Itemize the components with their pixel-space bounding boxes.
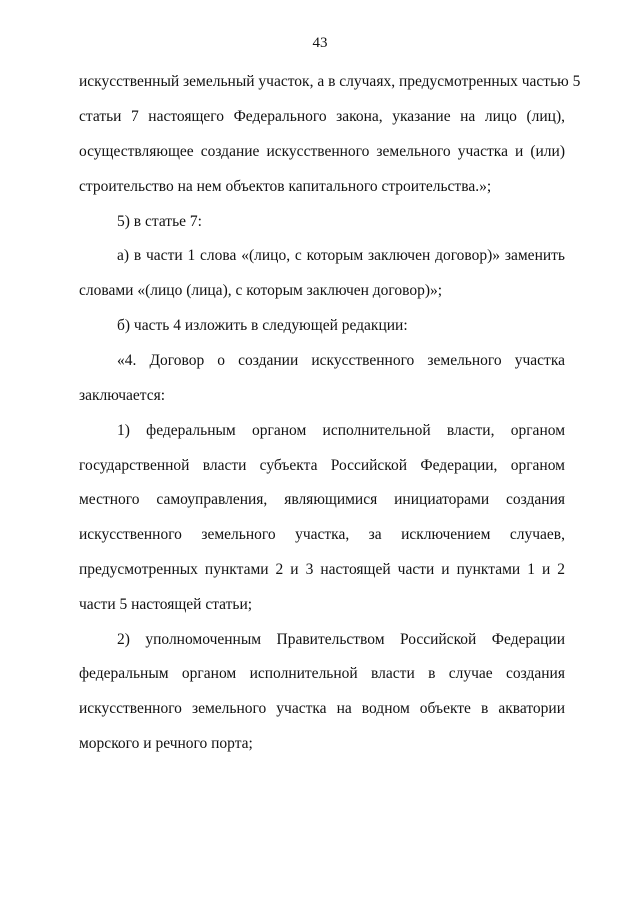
text-line: морского и речного порта; — [79, 735, 253, 752]
text-line: федеральным органом исполнительной власти в случае создания — [79, 665, 565, 682]
text-line: 1) федеральным органом исполнительной власти, органом — [117, 422, 565, 439]
text-line: статьи 7 настоящего Федерального закона, указание на лицо (лиц), — [79, 108, 565, 125]
text-line: искусственный земельный участок, а в случаях, предусмотренных частью 5 — [79, 73, 581, 90]
text-line: 2) уполномоченным Правительством Российской Федерации — [117, 631, 565, 648]
text-line: части 5 настоящей статьи; — [79, 596, 253, 613]
text-line: искусственного земельного участка на водном объекте в акватории — [79, 700, 565, 717]
text-line: местного самоуправления, являющимися инициаторами создания — [79, 491, 565, 508]
text-line: заключается: — [79, 387, 166, 404]
text-line: искусственного земельного участка, за исключением случаев, — [79, 526, 565, 543]
text-line: б) часть 4 изложить в следующей редакции: — [117, 317, 408, 334]
text-line: предусмотренных пунктами 2 и 3 настоящей части и пунктами 1 и 2 — [79, 561, 565, 578]
text-line: государственной власти субъекта Российской Федерации, органом — [79, 457, 565, 474]
text-line: строительство на нем объектов капитального строительства.»; — [79, 178, 492, 195]
text-line: «4. Договор о создании искусственного земельного участка — [117, 352, 565, 369]
text-line: осуществляющее создание искусственного земельного участка и (или) — [79, 143, 565, 160]
text-line: словами «(лицо (лица), с которым заключен договор)»; — [79, 282, 443, 299]
text-line: 5) в статье 7: — [117, 213, 202, 230]
page-number: 43 — [312, 35, 328, 51]
text-line: а) в части 1 слова «(лицо, с которым заключен договор)» заменить — [117, 247, 565, 264]
